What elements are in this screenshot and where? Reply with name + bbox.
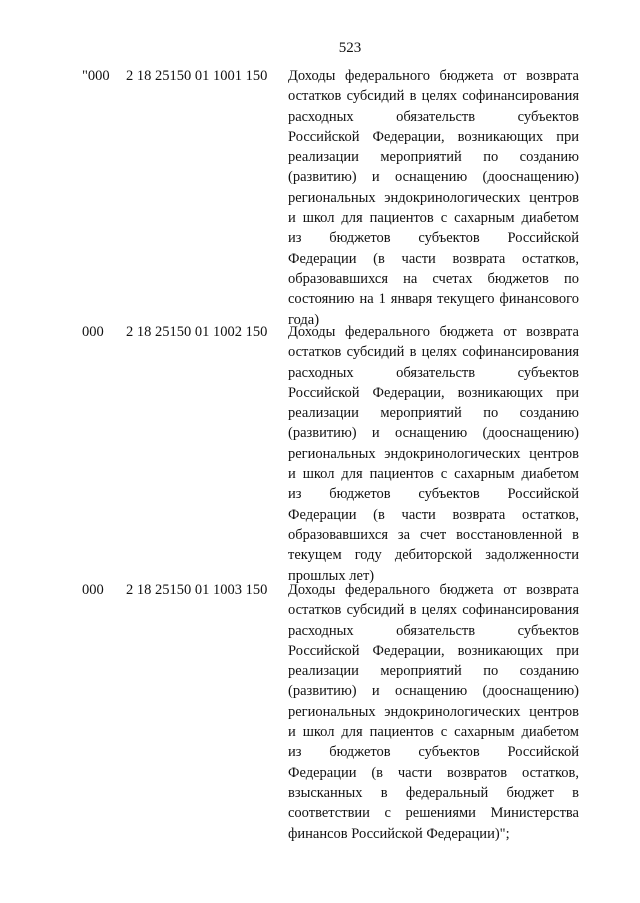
description-line: из бюджетов субъектов Российской bbox=[288, 230, 579, 247]
description-line: Федерации (в части возврата остатков, bbox=[288, 506, 579, 523]
entry-prefix: 000 bbox=[82, 582, 104, 598]
entry-description bbox=[288, 322, 579, 586]
budget-classification-code: 2 18 25150 01 1003 150 bbox=[126, 582, 268, 598]
description-line: из бюджетов субъектов Российской bbox=[288, 744, 579, 761]
description-line: Российской Федерации, возникающих при bbox=[288, 642, 579, 659]
description-line: взысканных в федеральный бюджет в bbox=[288, 784, 579, 801]
description-line: прошлых лет) bbox=[288, 567, 375, 584]
description-line: расходных обязательств субъектов bbox=[288, 364, 579, 381]
description-line: остатков субсидий в целях софинансирования bbox=[288, 344, 579, 361]
entry-description bbox=[288, 66, 579, 330]
description-line: реализации мероприятий по созданию bbox=[288, 149, 579, 166]
description-line: Доходы федерального бюджета от возврата bbox=[288, 68, 579, 84]
description-line: региональных эндокринологических центров bbox=[288, 445, 579, 462]
description-line: состоянию на 1 января текущего финансового bbox=[288, 291, 579, 308]
description-line: Федерации (в части возврата остатков, bbox=[288, 250, 579, 267]
budget-classification-code: 2 18 25150 01 1002 150 bbox=[126, 324, 268, 340]
description-line: года) bbox=[288, 311, 320, 328]
description-line: остатков субсидий в целях софинансирования bbox=[288, 88, 579, 105]
description-line: региональных эндокринологических центров bbox=[288, 703, 579, 720]
description-line: Российской Федерации, возникающих при bbox=[288, 384, 579, 401]
description-line: расходных обязательств субъектов bbox=[288, 108, 579, 125]
description-line: и школ для пациентов с сахарным диабетом bbox=[288, 210, 579, 227]
description-line: образовавшихся за счет восстановленной в bbox=[288, 526, 579, 543]
description-line: и школ для пациентов с сахарным диабетом bbox=[288, 466, 579, 483]
description-line: региональных эндокринологических центров bbox=[288, 189, 579, 206]
description-line: текущем году дебиторской задолженности bbox=[288, 547, 579, 564]
description-line: (развитию) и оснащению (дооснащению) bbox=[288, 425, 579, 442]
description-line: (развитию) и оснащению (дооснащению) bbox=[288, 683, 579, 700]
description-line: расходных обязательств субъектов bbox=[288, 622, 579, 639]
description-line: финансов Российской Федерации)"; bbox=[288, 825, 510, 842]
entry-prefix: 000 bbox=[82, 324, 104, 340]
description-line: Доходы федерального бюджета от возврата bbox=[288, 324, 579, 340]
entry-description bbox=[288, 580, 579, 844]
description-line: образовавшихся на счетах бюджетов по bbox=[288, 270, 579, 287]
page-number: 523 bbox=[338, 40, 362, 56]
description-line: реализации мероприятий по созданию bbox=[288, 405, 579, 422]
entry-prefix: "000 bbox=[82, 68, 110, 84]
description-line: и школ для пациентов с сахарным диабетом bbox=[288, 724, 579, 741]
description-line: остатков субсидий в целях софинансирования bbox=[288, 602, 579, 619]
description-line: (развитию) и оснащению (дооснащению) bbox=[288, 169, 579, 186]
description-line: соответствии с решениями Министерства bbox=[288, 805, 579, 822]
description-line: Доходы федерального бюджета от возврата bbox=[288, 582, 579, 598]
description-line: Федерации (в части возвратов остатков, bbox=[288, 764, 579, 781]
description-line: реализации мероприятий по созданию bbox=[288, 663, 579, 680]
description-line: из бюджетов субъектов Российской bbox=[288, 486, 579, 503]
budget-classification-code: 2 18 25150 01 1001 150 bbox=[126, 68, 268, 84]
description-line: Российской Федерации, возникающих при bbox=[288, 128, 579, 145]
